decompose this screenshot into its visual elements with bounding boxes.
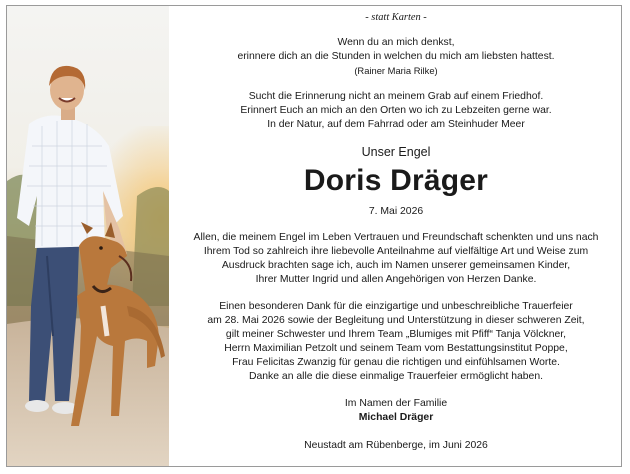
special-thanks-line: Einen besonderen Dank für die einzigartige und unbeschreibliche Trauerfeier bbox=[219, 301, 573, 312]
special-thanks-line: Herrn Maximilian Petzolt und seinem Team vom Bestattungsinstitut Poppe, bbox=[224, 343, 568, 354]
thanks-line: Ihrer Mutter Ingrid und allen Angehörigen von Herzen Danke. bbox=[255, 274, 537, 285]
photo-woman-with-dog bbox=[7, 6, 169, 466]
header-statt-karten: - statt Karten - bbox=[365, 12, 427, 23]
family-label: Im Namen der Familie bbox=[344, 398, 448, 409]
special-thanks-line: am 28. Mai 2026 sowie der Begleitung und Unterstützung in dieser schweren Zeit, bbox=[207, 315, 585, 326]
thanks-line: Ausdruck brachten sage ich, auch im Namen unserer gemeinsamen Kinder, bbox=[221, 260, 571, 271]
special-thanks-line: Frau Felicitas Zwanzig für genau die richtigen und einfühlsamen Worte. bbox=[232, 357, 560, 368]
verse-line: Sucht die Erinnerung nicht an meinem Grab auf einem Friedhof. bbox=[248, 91, 544, 102]
place-and-date: Neustadt am Rübenberge, im Juni 2026 bbox=[304, 440, 488, 451]
thanks-line: Ihrem Tod so zahlreich ihre liebevolle Anteilnahme auf vielfältige Art und Weise zum bbox=[203, 246, 589, 257]
special-thanks-line: gilt meiner Schwester und Ihrem Team „Blumiges mit Pfiff“ Tanja Völckner, bbox=[225, 329, 567, 340]
poem-author: (Rainer Maria Rilke) bbox=[354, 65, 438, 76]
deceased-name: Doris Dräger bbox=[303, 164, 489, 197]
verse-line: Erinnert Euch an mich an den Orten wo ich zu Lebzeiten gerne war. bbox=[240, 105, 552, 116]
subtitle-unser-engel: Unser Engel bbox=[361, 145, 431, 159]
thanks-line: Allen, die meinem Engel im Leben Vertrauen und Freundschaft schenkten und uns nach bbox=[193, 232, 599, 243]
poem-line: erinnere dich an die Stunden in welchen du mich am liebsten hattest. bbox=[237, 51, 555, 62]
signer-name: Michael Dräger bbox=[358, 412, 434, 423]
verse-line: In der Natur, auf dem Fahrrad oder am Steinhuder Meer bbox=[267, 119, 525, 130]
obituary-text bbox=[172, 6, 620, 466]
memorial-photo bbox=[7, 6, 169, 466]
poem-line: Wenn du an mich denkst, bbox=[337, 37, 455, 48]
date-of-death: 7. Mai 2026 bbox=[368, 206, 424, 217]
special-thanks-line: Danke an alle die diese einmalige Trauerfeier ermöglicht haben. bbox=[249, 371, 543, 382]
